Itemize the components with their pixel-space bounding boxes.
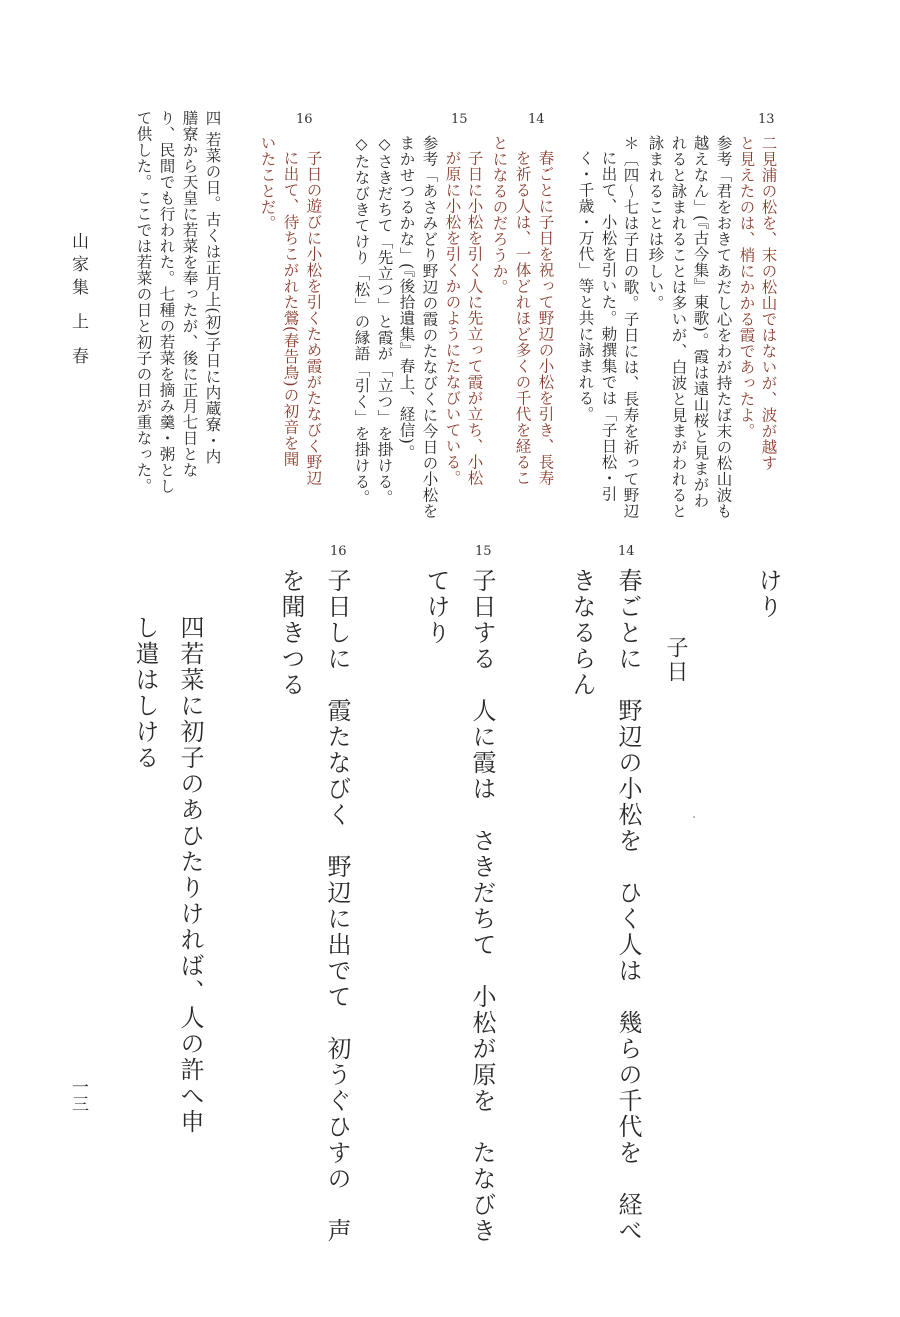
wakana-note-line-1: 四 若菜の日。古くは正月上(初)子日に内蔵寮・内	[203, 110, 222, 465]
note-15-ref-4: ◇たなびきてけり「松」の縁語「引く」を掛ける。	[352, 135, 371, 506]
stray-mark	[693, 816, 695, 818]
note-15-gloss-1: 子日に小松を引く人に先立って霞が立ち、小松	[465, 150, 484, 486]
note-13-ref-3: れると詠まれることは多いが、白波と見まがわれると	[669, 135, 688, 519]
note-16-gloss-3: いたことだ。	[258, 135, 277, 231]
poem-14-line-2: きなるらん	[568, 568, 596, 698]
poem-17-headnote-line-1: 四若菜に初子のあひたりければ、人の許へ申	[176, 615, 204, 1135]
note-16-gloss-2: に出て、待ちこがれた鶯(春告鳥)の初音を聞	[281, 150, 300, 468]
wakana-note-line-2: 膳寮から天皇に若菜を奉ったが、後に正月七日とな	[180, 110, 199, 478]
poem-13-ending: けり	[754, 568, 782, 620]
note-14-gloss-1: 春ごとに子日を祝って野辺の小松を引き、長寿	[536, 150, 555, 486]
poem-16-line-2: を聞きつる	[277, 568, 305, 698]
note-number-13: 13	[758, 112, 775, 127]
running-title: 山家集 上 春	[68, 232, 88, 370]
note-15-ref-3: ◇さきだちて「先立つ」と霞が「立つ」を掛ける。	[375, 135, 394, 506]
note-13-gloss-2: と見えたのは、梢にかかる霞であったよ。	[737, 135, 756, 439]
note-number-14: 14	[528, 112, 545, 127]
poem-15-line-2: てけり	[422, 568, 450, 646]
topic-nenohi: 子日	[663, 636, 688, 684]
poem-17-headnote-line-2: し遣はしける	[131, 615, 159, 771]
wakana-note-line-3: り、民間でも行われた。七種の若菜を摘み羹・粥とし	[157, 110, 176, 494]
poem-16-line-1: 子日しに 霞たなびく 野辺に出でて 初うぐひすの 声	[323, 568, 351, 1244]
note-13-ref-1: 参考「君をおきてあだし心をわが持たば末の松山波も	[714, 135, 733, 519]
poem-14-line-1: 春ごとに 野辺の小松を ひく人は 幾らの千代を 経べ	[614, 568, 642, 1244]
wakana-note-line-4: て供した。ここでは若菜の日と初子の日が重なった。	[134, 110, 153, 494]
note-14-gloss-2: を祈る人は、一体どれほど多くの千代を経るこ	[513, 150, 532, 486]
note-13-ref-2: 越えなん」(『古今集』東歌)。霞は遠山桜と見まがわ	[691, 135, 710, 509]
note-13-ref-4: 詠まれることは珍しい。	[646, 135, 665, 311]
poem-15-line-1: 子日する 人に霞は さきだちて 小松が原を たなびき	[468, 568, 496, 1244]
group-note-line-2: に出て、小松を引いた。勅撰集では「子日松・引	[599, 150, 618, 502]
page-number: 一三	[68, 1078, 88, 1112]
poem-number-14: 14	[618, 544, 635, 559]
poem-number-15: 15	[475, 544, 492, 559]
poem-number-16: 16	[330, 544, 347, 559]
group-note-line-3: く・千歳・万代」等と共に詠まれる。	[576, 150, 595, 422]
note-15-gloss-2: が原に小松を引くかのようにたなびいている。	[443, 150, 462, 486]
note-number-16: 16	[296, 112, 313, 127]
note-number-15: 15	[451, 112, 468, 127]
note-15-ref-2: まかせつるかな」(『後拾遺集』春上、経信)。	[397, 135, 416, 461]
note-13-gloss-1: 二見浦の松を、末の松山ではないが、波が越す	[759, 135, 778, 471]
note-15-ref-1: 参考「あさみどり野辺の霞のたなびくに今日の小松を	[420, 135, 439, 519]
note-16-gloss-1: 子日の遊びに小松を引くため霞がたなびく野辺	[304, 150, 323, 486]
note-14-gloss-3: とになるのだろうか。	[490, 135, 509, 295]
group-note-line-1: ＊〔四〜七は子日の歌。子日には、長寿を祈って野辺	[621, 135, 640, 519]
